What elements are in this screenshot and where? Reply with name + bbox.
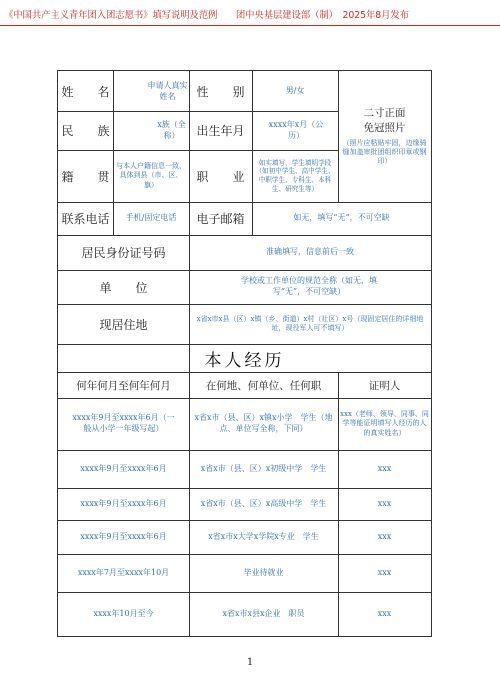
gender-label: 性 别 — [196, 84, 245, 99]
birth-label: 出生年月 — [196, 124, 245, 138]
experience-place[interactable]: x省x市（县、区）x高级中学 学生 — [200, 498, 327, 508]
experience-witness[interactable]: xxx（老师、领导、同事、同学等能证明填写人经历的人的真实姓名） — [340, 410, 429, 437]
experience-place[interactable]: 毕业待就业 — [243, 567, 284, 577]
experience-time[interactable]: xxxx年9月至xxxx年6月 — [80, 531, 167, 541]
col-header-witness: 证明人 — [368, 379, 401, 392]
experience-time[interactable]: xxxx年7月至xxxx年10月 — [77, 567, 170, 577]
experience-witness[interactable]: xxx — [377, 463, 392, 473]
application-form-table — [57, 70, 432, 637]
header-rule — [0, 25, 500, 26]
gender-value[interactable]: 男/女 — [285, 85, 305, 95]
id-number-value[interactable]: 准确填写，信息前后一致 — [266, 247, 354, 257]
birth-value[interactable]: xxxx年x月（公历） — [268, 119, 324, 140]
occupation-label: 职 业 — [196, 169, 245, 184]
col-header-place: 在何地、何单位、任何职 — [205, 379, 322, 392]
document-header: 《中国共产主义青年团入团志愿书》填写说明及范例 团中央基层建设部（制） 2025年8月发布 — [4, 10, 409, 21]
ethnicity-label: 民 族 — [61, 124, 110, 138]
experience-section-title: 本人经历 — [204, 350, 285, 371]
experience-witness[interactable]: xxx — [377, 567, 392, 577]
experience-place[interactable]: x省x市（县、区）x初级中学 学生 — [200, 463, 327, 473]
email-value[interactable]: 如无，填写“无”，不可空缺 — [293, 213, 390, 223]
experience-time[interactable]: xxxx年9月至xxxx年6月（一般从小学一年级写起） — [72, 413, 175, 433]
address-value[interactable]: x省x市x县（区）x镇（乡、街道）x村（社区）x号（现固定居住的详细地址，现役军人可不填写） — [196, 314, 424, 332]
experience-time[interactable]: xxxx年10月至今 — [93, 608, 154, 618]
photo-title: 二寸正面免冠照片 — [363, 107, 406, 134]
address-label: 现居住地 — [99, 317, 148, 332]
experience-place[interactable]: x省x市x大学x学院x专业 学生 — [208, 531, 319, 541]
id-number-label: 居民身份证号码 — [81, 246, 166, 260]
col-header-time: 何年何月至何年何月 — [76, 379, 171, 392]
name-label: 姓 名 — [61, 84, 110, 99]
unit-label: 单 位 — [99, 280, 148, 295]
origin-value[interactable]: 与本人户籍信息一致，具体到县（市、区、旗） — [116, 162, 186, 189]
photo-box[interactable] — [338, 71, 431, 202]
ethnicity-value[interactable]: x族（全称） — [157, 120, 186, 140]
experience-witness[interactable]: xxx — [377, 608, 392, 618]
experience-time[interactable]: xxxx年9月至xxxx年6月 — [80, 463, 167, 473]
experience-place[interactable]: x省x市（县、区）x镇x小学 学生（地点、单位写全称，下同） — [194, 413, 333, 433]
experience-witness[interactable]: xxx — [377, 531, 392, 541]
page-number: 1 — [246, 657, 254, 668]
email-label: 电子邮箱 — [196, 212, 245, 226]
unit-value[interactable]: 学校或工作单位的规范全称（如无，填写“无”，不可空缺） — [241, 276, 377, 296]
origin-label: 籍 贯 — [61, 169, 110, 184]
name-value[interactable]: 申请人真实姓名 — [147, 81, 188, 101]
occupation-value[interactable]: 如实填写，学生填明学段（如初中学生、高中学生、中职学生、专科生、本科生、研究生等） — [255, 158, 335, 193]
experience-time[interactable]: xxxx年9月至xxxx年6月 — [80, 498, 167, 508]
experience-witness[interactable]: xxx — [377, 498, 392, 508]
phone-value[interactable]: 手机/固定电话 — [125, 213, 177, 223]
experience-place[interactable]: x省x市x县x企业 职员 — [222, 608, 305, 618]
phone-label: 联系电话 — [61, 212, 110, 226]
photo-note: （照片应粘贴牢固，边缘骑缝加盖审批团组织印章或钢印） — [342, 138, 427, 166]
